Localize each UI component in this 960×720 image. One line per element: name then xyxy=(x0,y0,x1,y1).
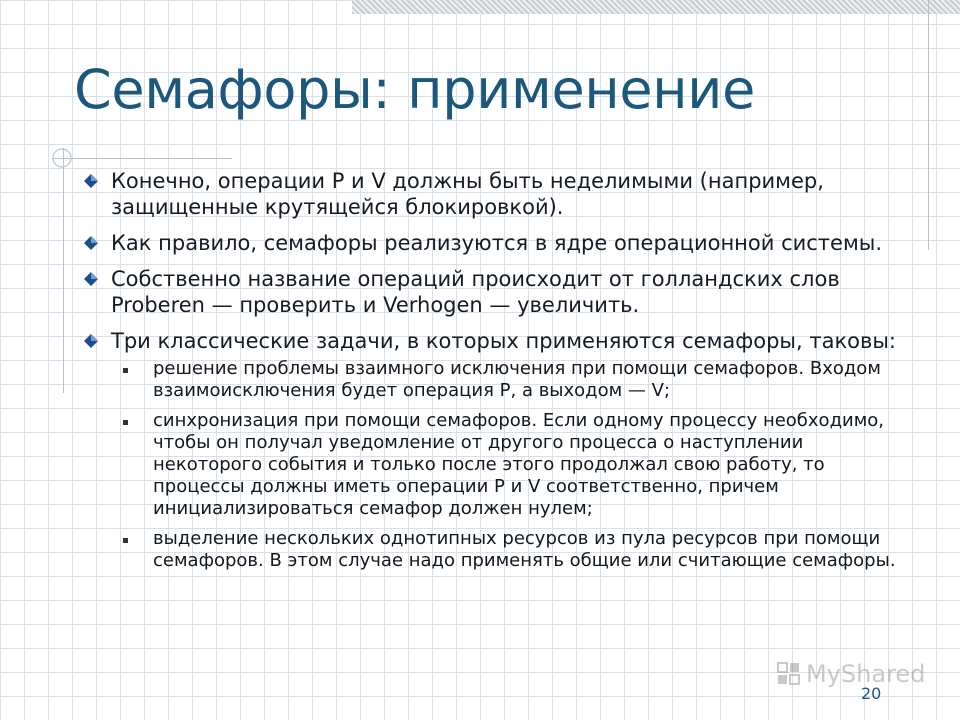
diamond-bullet-icon xyxy=(84,236,98,250)
watermark-logo xyxy=(776,660,925,688)
sub-bullet-list xyxy=(111,358,914,572)
square-bullet-icon xyxy=(123,368,128,373)
corner-hatch-decoration xyxy=(352,0,960,14)
bullet-text: Конечно, операции P и V должны быть неделимыми (например, защищенные крутящейся блокировкой). xyxy=(111,169,824,219)
right-guide-line xyxy=(928,0,929,250)
sub-bullet-text: синхронизация при помощи семафоров. Если одному процессу необходимо, чтобы он получал уведомление от другого процесса о наступлении некоторого события и только после этого продолжал свою работу, то процессы должны иметь операции P и V соответственно, причем инициализироваться семафор должен нулем; xyxy=(153,410,885,519)
bullet-item xyxy=(84,230,914,256)
watermark-text: MyShared xyxy=(806,660,926,688)
crosshair-circle-icon xyxy=(50,146,74,170)
square-bullet-icon xyxy=(123,538,128,543)
sub-bullet-text: решение проблемы взаимного исключения при помощи семафоров. Входом взаимоисключения будет операция P, а выходом — V; xyxy=(153,358,881,401)
bullet-item xyxy=(84,328,914,572)
bullet-item xyxy=(84,168,914,220)
diamond-bullet-icon xyxy=(84,272,98,286)
diamond-bullet-icon xyxy=(84,174,98,188)
bullet-list xyxy=(84,168,914,582)
sub-bullet-item xyxy=(111,528,914,572)
square-bullet-icon xyxy=(123,420,128,425)
page-number: 20 xyxy=(861,684,882,703)
bullet-text: Собственно название операций происходит от голландских слов Proberen — проверить и Verhogen — увеличить. xyxy=(111,267,840,317)
title-underline xyxy=(52,158,232,159)
bullet-text: Как правило, семафоры реализуются в ядре операционной системы. xyxy=(111,231,883,255)
bullet-item xyxy=(84,266,914,318)
sub-bullet-text: выделение нескольких однотипных ресурсов из пула ресурсов при помощи семафоров. В этом случае надо применять общие или считающие семафоры. xyxy=(153,528,896,571)
watermark-grid-icon xyxy=(776,661,802,687)
bullet-text: Три классические задачи, в которых применяются семафоры, таковы: xyxy=(111,329,897,353)
left-guide-line xyxy=(63,148,64,393)
sub-bullet-item xyxy=(111,358,914,402)
slide-title: Семафоры: применение xyxy=(74,58,756,121)
diamond-bullet-icon xyxy=(84,334,98,348)
sub-bullet-item xyxy=(111,410,914,520)
